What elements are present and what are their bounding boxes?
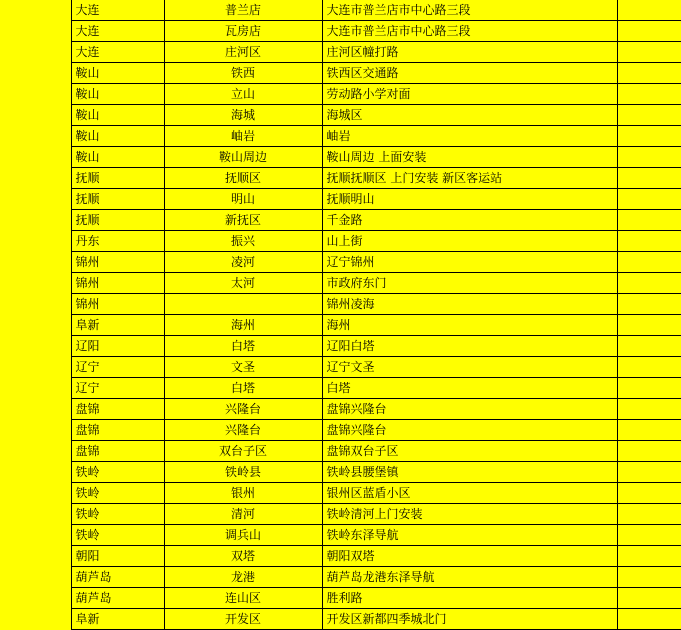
row-header-cell[interactable] <box>0 588 71 609</box>
row-header-cell[interactable] <box>0 252 71 273</box>
city-cell[interactable]: 辽宁 <box>71 378 164 399</box>
city-cell[interactable]: 辽宁 <box>71 357 164 378</box>
row-header-cell[interactable] <box>0 336 71 357</box>
city-cell[interactable]: 鞍山 <box>71 84 164 105</box>
row-header-cell[interactable] <box>0 609 71 630</box>
address-cell[interactable]: 市政府东门 <box>322 273 617 294</box>
address-cell[interactable]: 海城区 <box>322 105 617 126</box>
table-row <box>0 420 681 441</box>
row-header-cell[interactable] <box>0 42 71 63</box>
city-cell[interactable]: 抚顺 <box>71 168 164 189</box>
table-row <box>0 336 681 357</box>
table-row <box>0 399 681 420</box>
table-row <box>0 378 681 399</box>
table-row <box>0 21 681 42</box>
empty-cell[interactable] <box>617 609 681 630</box>
area-cell[interactable] <box>164 294 322 315</box>
city-cell[interactable]: 铁岭 <box>71 504 164 525</box>
table-row <box>0 294 681 315</box>
empty-cell[interactable] <box>617 420 681 441</box>
area-cell[interactable]: 海城 <box>164 105 322 126</box>
city-cell[interactable]: 铁岭 <box>71 462 164 483</box>
city-cell[interactable]: 抚顺 <box>71 189 164 210</box>
city-cell[interactable]: 朝阳 <box>71 546 164 567</box>
address-cell[interactable]: 海州 <box>322 315 617 336</box>
address-cell[interactable]: 抚顺抚顺区 上门安装 新区客运站 <box>322 168 617 189</box>
area-cell[interactable]: 文圣 <box>164 357 322 378</box>
area-cell[interactable]: 鞍山周边 <box>164 147 322 168</box>
table-row <box>0 525 681 546</box>
table-row <box>0 105 681 126</box>
address-cell[interactable]: 辽阳白塔 <box>322 336 617 357</box>
row-header-cell[interactable] <box>0 168 71 189</box>
row-header-cell[interactable] <box>0 147 71 168</box>
empty-cell[interactable] <box>617 525 681 546</box>
area-cell[interactable]: 兴隆台 <box>164 399 322 420</box>
table-row <box>0 0 681 21</box>
address-cell[interactable]: 劳动路小学对面 <box>322 84 617 105</box>
area-cell[interactable]: 开发区 <box>164 609 322 630</box>
table-row <box>0 231 681 252</box>
area-cell[interactable]: 立山 <box>164 84 322 105</box>
table-row <box>0 504 681 525</box>
empty-cell[interactable] <box>617 84 681 105</box>
city-cell[interactable]: 丹东 <box>71 231 164 252</box>
empty-cell[interactable] <box>617 441 681 462</box>
row-header-cell[interactable] <box>0 525 71 546</box>
empty-cell[interactable] <box>617 231 681 252</box>
area-cell[interactable]: 兴隆台 <box>164 420 322 441</box>
row-header-cell[interactable] <box>0 210 71 231</box>
address-cell[interactable]: 山上街 <box>322 231 617 252</box>
city-cell[interactable]: 大连 <box>71 21 164 42</box>
row-header-cell[interactable] <box>0 483 71 504</box>
city-cell[interactable]: 葫芦岛 <box>71 567 164 588</box>
empty-cell[interactable] <box>617 105 681 126</box>
row-header-cell[interactable] <box>0 21 71 42</box>
row-header-cell[interactable] <box>0 567 71 588</box>
table-row <box>0 588 681 609</box>
area-cell[interactable]: 白塔 <box>164 336 322 357</box>
empty-cell[interactable] <box>617 315 681 336</box>
area-cell[interactable]: 新抚区 <box>164 210 322 231</box>
area-cell[interactable]: 振兴 <box>164 231 322 252</box>
city-cell[interactable]: 葫芦岛 <box>71 588 164 609</box>
table-row <box>0 147 681 168</box>
empty-cell[interactable] <box>617 147 681 168</box>
address-cell[interactable]: 大连市普兰店市中心路三段 <box>322 21 617 42</box>
city-cell[interactable]: 盘锦 <box>71 441 164 462</box>
address-cell[interactable]: 辽宁锦州 <box>322 252 617 273</box>
area-cell[interactable]: 凌河 <box>164 252 322 273</box>
table-row <box>0 168 681 189</box>
city-cell[interactable]: 鞍山 <box>71 105 164 126</box>
empty-cell[interactable] <box>617 483 681 504</box>
address-cell[interactable]: 盘锦兴隆台 <box>322 399 617 420</box>
area-cell[interactable]: 太河 <box>164 273 322 294</box>
row-header-cell[interactable] <box>0 231 71 252</box>
area-cell[interactable]: 瓦房店 <box>164 21 322 42</box>
empty-cell[interactable] <box>617 126 681 147</box>
row-header-cell[interactable] <box>0 378 71 399</box>
area-cell[interactable]: 海州 <box>164 315 322 336</box>
city-cell[interactable]: 锦州 <box>71 252 164 273</box>
area-cell[interactable]: 银州 <box>164 483 322 504</box>
row-header-cell[interactable] <box>0 546 71 567</box>
city-cell[interactable]: 铁岭 <box>71 483 164 504</box>
row-header-cell[interactable] <box>0 84 71 105</box>
table-row <box>0 273 681 294</box>
city-cell[interactable]: 盘锦 <box>71 399 164 420</box>
table-row <box>0 441 681 462</box>
city-cell[interactable]: 锦州 <box>71 273 164 294</box>
empty-cell[interactable] <box>617 63 681 84</box>
empty-cell[interactable] <box>617 588 681 609</box>
area-cell[interactable]: 抚顺区 <box>164 168 322 189</box>
address-cell[interactable]: 锦州凌海 <box>322 294 617 315</box>
address-cell[interactable]: 白塔 <box>322 378 617 399</box>
table-row <box>0 63 681 84</box>
area-cell[interactable]: 清河 <box>164 504 322 525</box>
empty-cell[interactable] <box>617 546 681 567</box>
table-row <box>0 567 681 588</box>
address-cell[interactable]: 千金路 <box>322 210 617 231</box>
empty-cell[interactable] <box>617 210 681 231</box>
empty-cell[interactable] <box>617 357 681 378</box>
row-header-cell[interactable] <box>0 0 71 21</box>
area-cell[interactable]: 普兰店 <box>164 0 322 21</box>
address-cell[interactable]: 铁岭县腰堡镇 <box>322 462 617 483</box>
empty-cell[interactable] <box>617 567 681 588</box>
area-cell[interactable]: 岫岩 <box>164 126 322 147</box>
address-cell[interactable]: 铁岭东泽导航 <box>322 525 617 546</box>
city-cell[interactable]: 阜新 <box>71 609 164 630</box>
table-row <box>0 315 681 336</box>
row-header-cell[interactable] <box>0 63 71 84</box>
address-cell[interactable]: 盘锦兴隆台 <box>322 420 617 441</box>
city-cell[interactable]: 抚顺 <box>71 210 164 231</box>
address-cell[interactable]: 庄河区幢打路 <box>322 42 617 63</box>
table-row <box>0 609 681 630</box>
address-cell[interactable]: 鞍山周边 上面安装 <box>322 147 617 168</box>
empty-cell[interactable] <box>617 378 681 399</box>
address-cell[interactable]: 大连市普兰店市中心路三段 <box>322 0 617 21</box>
address-cell[interactable]: 朝阳双塔 <box>322 546 617 567</box>
address-cell[interactable]: 葫芦岛龙港东泽导航 <box>322 567 617 588</box>
city-cell[interactable]: 辽阳 <box>71 336 164 357</box>
row-header-cell[interactable] <box>0 294 71 315</box>
table-row <box>0 357 681 378</box>
city-cell[interactable]: 大连 <box>71 0 164 21</box>
table-row <box>0 483 681 504</box>
area-cell[interactable]: 调兵山 <box>164 525 322 546</box>
area-cell[interactable]: 白塔 <box>164 378 322 399</box>
empty-cell[interactable] <box>617 399 681 420</box>
row-header-cell[interactable] <box>0 105 71 126</box>
row-header-cell[interactable] <box>0 357 71 378</box>
empty-cell[interactable] <box>617 0 681 21</box>
row-header-cell[interactable] <box>0 273 71 294</box>
row-header-cell[interactable] <box>0 315 71 336</box>
city-cell[interactable]: 盘锦 <box>71 420 164 441</box>
table-row <box>0 42 681 63</box>
empty-cell[interactable] <box>617 462 681 483</box>
table-row <box>0 210 681 231</box>
empty-cell[interactable] <box>617 252 681 273</box>
city-cell[interactable]: 鞍山 <box>71 147 164 168</box>
empty-cell[interactable] <box>617 273 681 294</box>
address-cell[interactable]: 铁西区交通路 <box>322 63 617 84</box>
address-cell[interactable]: 胜利路 <box>322 588 617 609</box>
row-header-cell[interactable] <box>0 462 71 483</box>
city-cell[interactable]: 锦州 <box>71 294 164 315</box>
empty-cell[interactable] <box>617 336 681 357</box>
area-cell[interactable]: 龙港 <box>164 567 322 588</box>
city-cell[interactable]: 阜新 <box>71 315 164 336</box>
row-header-cell[interactable] <box>0 420 71 441</box>
address-cell[interactable]: 抚顺明山 <box>322 189 617 210</box>
empty-cell[interactable] <box>617 21 681 42</box>
table-row <box>0 462 681 483</box>
area-cell[interactable]: 明山 <box>164 189 322 210</box>
empty-cell[interactable] <box>617 42 681 63</box>
city-cell[interactable]: 大连 <box>71 42 164 63</box>
area-cell[interactable]: 双塔 <box>164 546 322 567</box>
area-cell[interactable]: 铁岭县 <box>164 462 322 483</box>
city-cell[interactable]: 铁岭 <box>71 525 164 546</box>
city-cell[interactable]: 鞍山 <box>71 126 164 147</box>
empty-cell[interactable] <box>617 189 681 210</box>
empty-cell[interactable] <box>617 504 681 525</box>
address-cell[interactable]: 开发区新都四季城北门 <box>322 609 617 630</box>
row-header-cell[interactable] <box>0 504 71 525</box>
address-cell[interactable]: 盘锦双台子区 <box>322 441 617 462</box>
row-header-cell[interactable] <box>0 189 71 210</box>
table-row <box>0 126 681 147</box>
row-header-cell[interactable] <box>0 441 71 462</box>
row-header-cell[interactable] <box>0 126 71 147</box>
address-cell[interactable]: 岫岩 <box>322 126 617 147</box>
table-row <box>0 546 681 567</box>
table-row <box>0 252 681 273</box>
city-cell[interactable]: 鞍山 <box>71 63 164 84</box>
address-cell[interactable]: 银州区蓝盾小区 <box>322 483 617 504</box>
row-header-cell[interactable] <box>0 399 71 420</box>
empty-cell[interactable] <box>617 294 681 315</box>
empty-cell[interactable] <box>617 168 681 189</box>
table-row <box>0 189 681 210</box>
area-cell[interactable]: 连山区 <box>164 588 322 609</box>
table-row <box>0 84 681 105</box>
area-cell[interactable]: 双台子区 <box>164 441 322 462</box>
address-cell[interactable]: 辽宁文圣 <box>322 357 617 378</box>
area-cell[interactable]: 铁西 <box>164 63 322 84</box>
address-cell[interactable]: 铁岭清河上门安装 <box>322 504 617 525</box>
area-cell[interactable]: 庄河区 <box>164 42 322 63</box>
